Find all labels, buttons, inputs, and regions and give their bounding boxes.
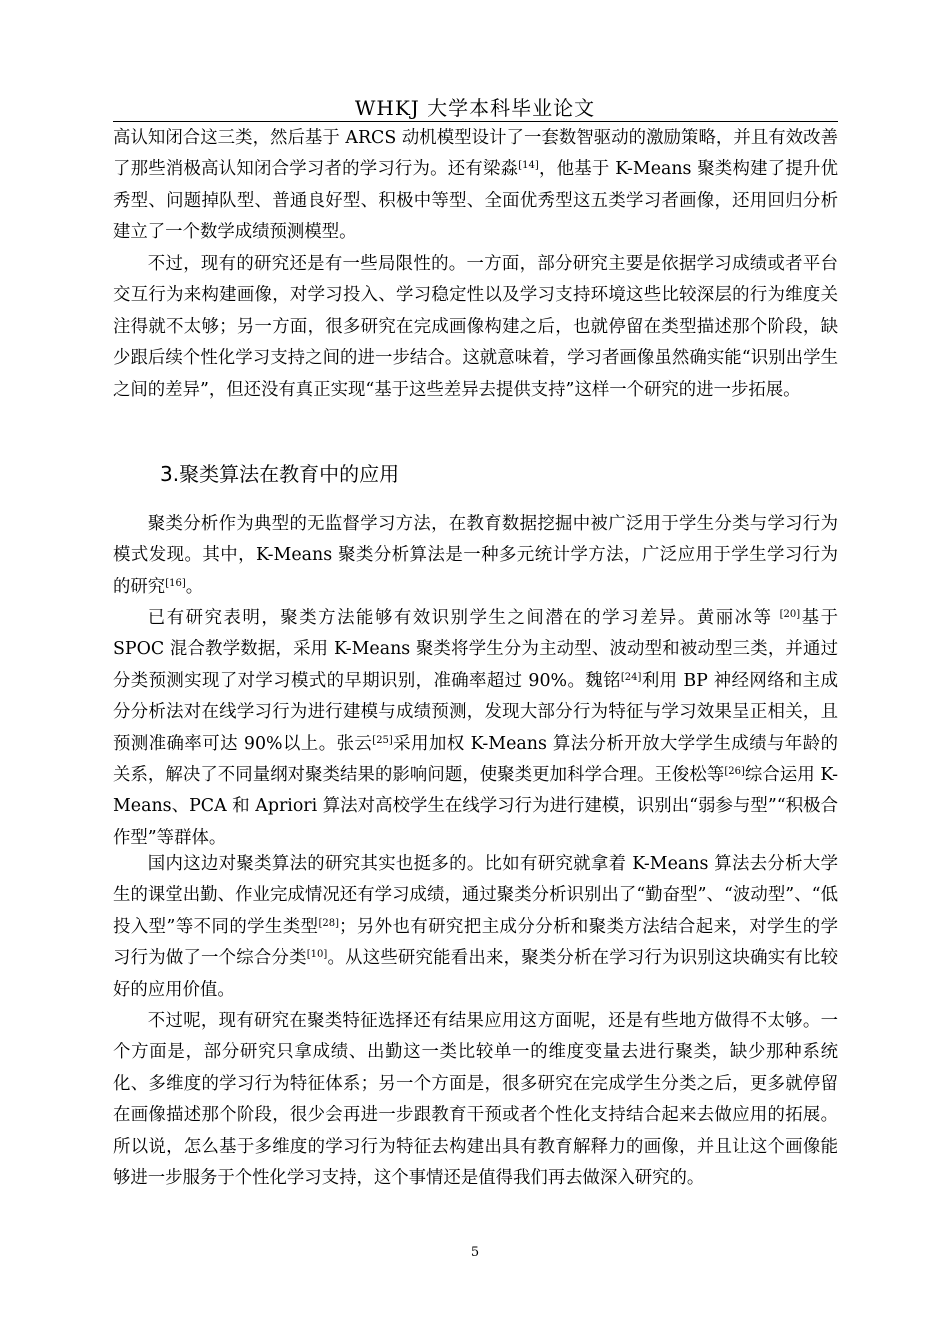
paragraph-text: ，他基于 K-Means 聚类构建了提升优秀型、问题掉队型、普通良好型、积极中等型、全面优秀型这五类学习者画像，还用回归分析建立了一个数学成绩预测模型。 — [113, 159, 838, 243]
citation-ref: [26] — [724, 766, 745, 778]
section-heading: 3.聚类算法在教育中的应用 — [160, 462, 400, 486]
page-header: WHKJ 大学本科毕业论文 — [354, 96, 596, 120]
citation-ref: [14] — [518, 160, 539, 172]
paragraph-text: ；另外也有研究把主成分分析和聚类方法结合起来，对学生的学习行为做了一个综合分类 — [113, 916, 838, 969]
page-number: 5 — [470, 1245, 480, 1260]
paragraph-text: 不过，现有的研究还是有一些局限性的。一方面，部分研究主要是依据学习成绩或者平台交互行为来构建画像，对学习投入、学习稳定性以及学习支持环境这些比较深层的行为维度关注得就不太够；另一方面，很多研究在完成画像构建之后，也就停留在类型描述那个阶段，缺少跟后续个性化学习支持之间的进一步结合。这就意味着，学习者画像虽然确实能“识别出学生之间的差异”，但还没有真正实现“基于这些差异去提供支持”这样一个研究的进一步拓展。 — [113, 254, 838, 400]
paragraph-text: 。 — [185, 576, 204, 597]
citation-ref: [25] — [372, 734, 393, 746]
citation-ref: [10] — [306, 949, 328, 961]
header-rule — [113, 121, 838, 122]
paragraph-text: 不过呢，现有研究在聚类特征选择还有结果应用这方面呢，还是有些地方做得不太够。一个方面是，部分研究只拿成绩、出勤这一类比较单一的维度变量去进行聚类，缺少那种系统化、多维度的学习行为特征体系；另一个方面是，很多研究在完成学生分类之后，更多就停留在画像描述那个阶段，很少会再进一步跟教育干预或者个性化支持结合起来去做应用的拓展。所以说，怎么基于多维度的学习行为特征去构建出具有教育解释力的画像，并且让这个画像能够进一步服务于个性化学习支持，这个事情还是值得我们再去做深入研究的。 — [113, 1011, 838, 1189]
citation-ref: [24] — [620, 671, 642, 683]
paragraph-text: 国内这边对聚类算法的研究其实也挺多的。比如有研究就拿着 K-Means 算法去分析大学生的课堂出勤、作业完成情况还有学习成绩，通过聚类分析识别出了“勤奋型”、“波动型”、“低投入型”等不同的学生类型 — [113, 854, 838, 937]
paragraph-2 — [113, 249, 838, 406]
citation-ref: [28] — [318, 917, 340, 929]
paragraph-5 — [113, 849, 838, 1006]
paragraph-text: 综合运用 K-Means、PCA 和 Apriori 算法对高校学生在线学习行为进行建模，识别出“弱参与型”“积极合作型”等群体。 — [113, 765, 838, 848]
paragraph-text: 已有研究表明，聚类方法能够有效识别学生之间潜在的学习差异。黄丽冰等 — [147, 608, 780, 628]
paragraph-text: 基于 SPOC 混合教学数据，采用 K-Means 聚类将学生分为主动型、波动型和被动型三类，并通过分类预测实现了对学习模式的早期识别，准确率超过 90%。魏铭 — [113, 608, 838, 691]
paragraph-text: 。从这些研究能看出来，聚类分析在学习行为识别这块确实有比较好的应用价值。 — [113, 948, 838, 1000]
paragraph-6 — [113, 1006, 838, 1194]
paragraph-4 — [113, 603, 838, 854]
paragraph-text: 聚类分析作为典型的无监督学习方法，在教育数据挖掘中被广泛用于学生分类与学习行为模式发现。其中，K-Means 聚类分析算法是一种多元统计学方法，广泛应用于学生学习行为的研究 — [113, 514, 838, 597]
paragraph-text: 采用加权 K-Means 算法分析开放大学学生成绩与年龄的关系，解决了不同量纲对聚类结果的影响问题，使聚类更加科学合理。王俊松等 — [113, 733, 838, 786]
paragraph-text: 利用 BP 神经网络和主成分分析法对在线学习行为进行建模与成绩预测，发现大部分行为特征与学习效果呈正相关，且预测准确率可达 90%以上。张云 — [113, 670, 838, 754]
paragraph-1 — [113, 123, 838, 249]
citation-ref: [20] — [779, 609, 801, 620]
citation-ref: [16] — [165, 577, 186, 589]
paragraph-text: 高认知闭合这三类，然后基于 ARCS 动机模型设计了一套数智驱动的激励策略，并且有效改善了那些消极高认知闭合学习者的学习行为。还有梁淼 — [113, 128, 838, 180]
paragraph-3 — [113, 509, 838, 603]
